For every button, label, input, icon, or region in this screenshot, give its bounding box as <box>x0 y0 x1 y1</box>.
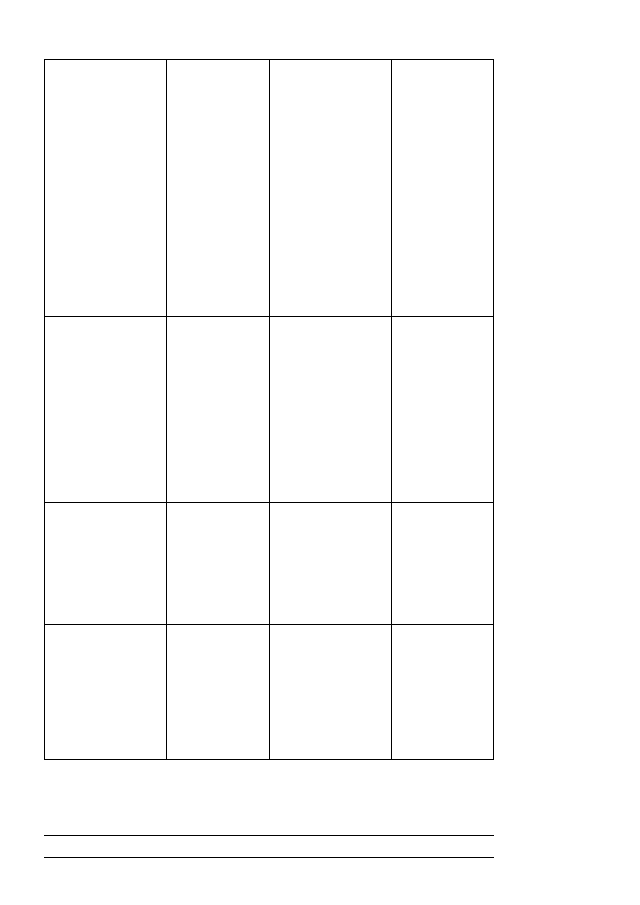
data-table <box>44 59 494 760</box>
table-line-v1 <box>166 60 167 759</box>
bottom-rule-2 <box>44 857 494 858</box>
table-cell <box>45 502 166 624</box>
table-line-v3 <box>391 60 392 759</box>
bottom-rule-1 <box>44 835 494 836</box>
table-line-v2 <box>269 60 270 759</box>
table-cell <box>45 624 166 761</box>
table-cell <box>45 60 166 316</box>
table-cell <box>45 316 166 502</box>
